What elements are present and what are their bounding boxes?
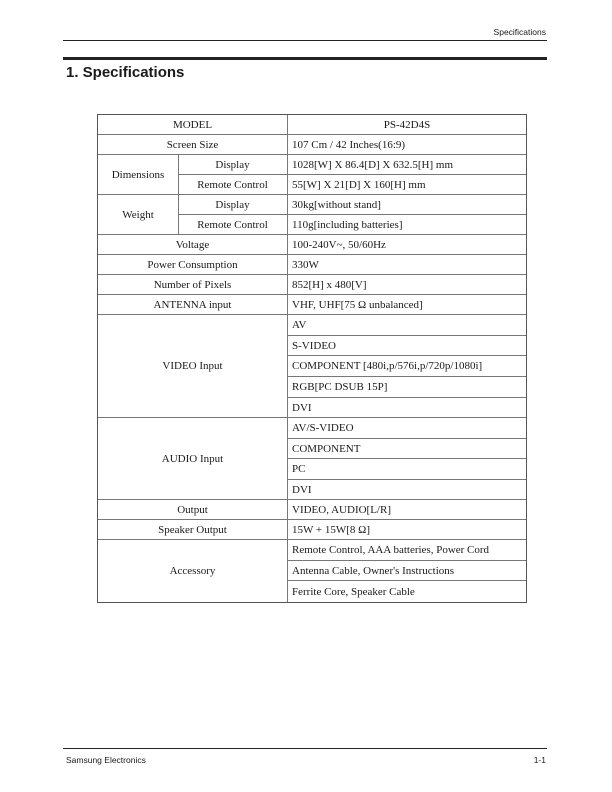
value-screen-size: 107 Cm / 42 Inches(16:9) xyxy=(288,135,526,155)
value-model: PS-42D4S xyxy=(288,115,526,135)
label-model: MODEL xyxy=(98,115,287,135)
title-rule xyxy=(63,57,547,60)
value-antenna: VHF, UHF[75 Ω unbalanced] xyxy=(288,295,526,315)
value-weight-display: 30kg[without stand] xyxy=(288,195,526,215)
spec-table xyxy=(97,114,527,603)
label-power: Power Consumption xyxy=(98,255,287,275)
label-weight-display: Display xyxy=(178,195,287,215)
value-accessory-3: Ferrite Core, Speaker Cable xyxy=(292,585,415,598)
label-speaker-output: Speaker Output xyxy=(98,520,287,540)
value-video-svideo: S-VIDEO xyxy=(288,336,526,356)
value-output: VIDEO, AUDIO[L/R] xyxy=(288,500,526,520)
value-dimensions-remote: 55[W] X 21[D] X 160[H] mm xyxy=(288,175,526,195)
value-video-component: COMPONENT [480i,p/576i,p/720p/1080i] xyxy=(288,356,526,377)
value-video-rgb: RGB[PC DSUB 15P] xyxy=(288,377,526,398)
label-screen-size: Screen Size xyxy=(98,135,287,155)
value-dimensions-display: 1028[W] X 86.4[D] X 632.5[H] mm xyxy=(288,155,526,175)
value-video-av: AV xyxy=(288,315,526,336)
label-voltage: Voltage xyxy=(98,235,287,255)
value-power: 330W xyxy=(288,255,526,275)
value-audio-pc: PC xyxy=(288,459,526,480)
value-audio-component: COMPONENT xyxy=(288,439,526,459)
value-accessory-2: Antenna Cable, Owner's Instructions xyxy=(288,561,526,581)
footer-company: Samsung Electronics xyxy=(66,755,146,765)
label-audio-input: AUDIO Input xyxy=(98,418,287,500)
value-accessory-1: Remote Control, AAA batteries, Power Cord xyxy=(288,540,526,561)
value-audio-av: AV/S-VIDEO xyxy=(288,418,526,439)
label-antenna: ANTENNA input xyxy=(98,295,287,315)
label-video-input: VIDEO Input xyxy=(98,315,287,418)
label-dimensions: Dimensions xyxy=(98,155,178,195)
page-title: 1. Specifications xyxy=(66,64,185,81)
header-rule xyxy=(63,40,547,41)
label-output: Output xyxy=(98,500,287,520)
label-accessory: Accessory xyxy=(169,565,216,577)
value-voltage: 100-240V~, 50/60Hz xyxy=(288,235,526,255)
label-weight: Weight xyxy=(98,195,178,235)
value-audio-dvi: DVI xyxy=(288,480,526,500)
value-pixels: 852[H] x 480[V] xyxy=(288,275,526,295)
footer-rule xyxy=(63,748,547,749)
running-header: Specifications xyxy=(493,27,546,37)
value-speaker-output: 15W + 15W[8 Ω] xyxy=(288,520,526,540)
label-dimensions-remote: Remote Control xyxy=(178,175,287,195)
label-dimensions-display: Display xyxy=(178,155,287,175)
value-video-dvi: DVI xyxy=(288,398,526,418)
value-weight-remote: 110g[including batteries] xyxy=(288,215,526,235)
label-weight-remote: Remote Control xyxy=(178,215,287,235)
footer-page-number: 1-1 xyxy=(533,755,546,765)
label-pixels: Number of Pixels xyxy=(98,275,287,295)
